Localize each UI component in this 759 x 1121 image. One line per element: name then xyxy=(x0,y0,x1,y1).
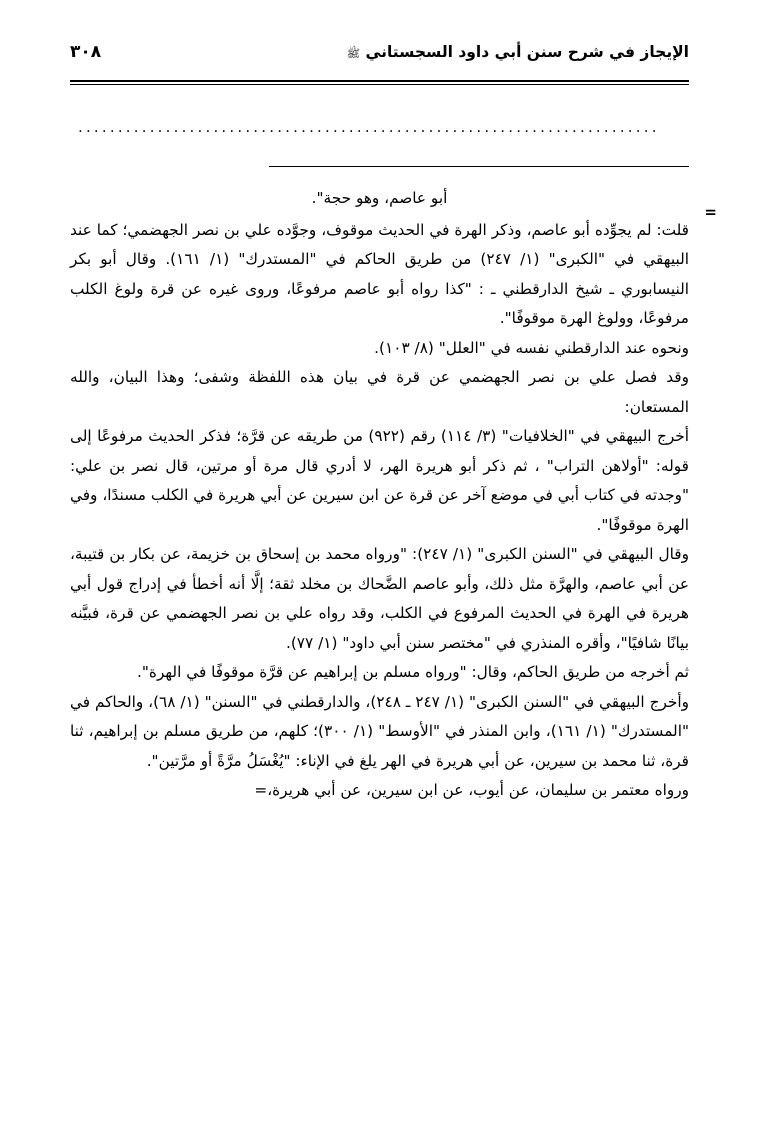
paragraph: ثم أخرجه من طريق الحاكم، وقال: "ورواه مسلم بن إبراهيم عن قرَّة موقوفًا في الهرة". xyxy=(137,663,689,682)
honorific-glyph: ﷺ xyxy=(346,47,361,60)
header-rule-thick xyxy=(70,80,689,82)
paragraph: قلت: لم يجوِّده أبو عاصم، وذكر الهرة في الحديث موقوف، وجوَّده علي بن نصر الجهضمي؛ كما عند البيهقي في "الكبرى" (١/ ٢٤٧) من طريق الحاكم في "المستدرك" (١/ ١٦١). وقال أبو بكر النيسابوري ـ شيخ الدارقطني ـ : "كذا رواه أبو عاصم مرفوعًا، وروى غيره عن قرة ولوغ الكلب مرفوعًا، وولوغ الهرة موقوفًا". xyxy=(70,220,689,328)
page-header xyxy=(70,42,689,64)
paragraph: ورواه معتمر بن سليمان، عن أيوب، عن ابن سيرين، عن أبي هريرة،= xyxy=(254,781,689,800)
paragraph-text: أبو عاصم، وهو حجة". xyxy=(311,189,448,207)
paragraph: ونحوه عند الدارقطني نفسه في "العلل" (٨/ ١٠٣). xyxy=(374,338,689,357)
header-rule-thin xyxy=(70,84,689,85)
page-body xyxy=(70,184,717,806)
footnote-divider xyxy=(269,166,689,167)
paragraph: وقد فصل علي بن نصر الجهضمي عن قرة في بيان هذه اللفظة وشفى؛ وهذا البيان، والله المستعان: xyxy=(70,368,689,416)
footnote-continuation-line xyxy=(70,184,717,221)
page-number: ٣٠٨ xyxy=(70,42,102,62)
paragraph: وأخرج البيهقي في "السنن الكبرى" (١/ ٢٤٧ ـ ٢٤٨)، والدارقطني في "السنن" (١/ ٦٨)، والحاكم في "المستدرك" (١/ ١٦١)، وابن المنذر في "الأوسط" (١/ ٣٠٠)؛ كلهم، من طريق مسلم بن إبراهيم، ثنا قرة، ثنا محمد بن سيرين، عن أبي هريرة في الهر يلغ في الإناء: "يُغْسَلُ مرَّةً أو مرَّتين". xyxy=(70,692,689,770)
book-title: الإيجاز في شرح سنن أبي داود السجستاني ﷺ xyxy=(346,43,689,61)
paragraph: وقال البيهقي في "السنن الكبرى" (١/ ٢٤٧): "ورواه محمد بن إسحاق بن خزيمة، عن بكار بن قتيبة، عن أبي عاصم، والهرَّة مثل ذلك، وأبو عاصم الضَّحاك بن مخلد ثقة؛ إلَّا أنه أخطأ في إدراج قول أبي هريرة في الهرة في الحديث المرفوع في الكلب، وقد رواه علي بن نصر الجهضمي عن قرة، فبيَّنه بيانًا شافيًا"، وأقره المنذري في "مختصر سنن أبي داود" (١/ ٧٧). xyxy=(70,545,689,652)
paragraph: أخرج البيهقي في "الخلافيات" (٣/ ١١٤) رقم (٩٢٢) من طريقه عن قرَّة؛ فذكر الحديث مرفوعًا إلى قوله: "أولاهن التراب" ، ثم ذكر أبو هريرة الهر، لا أدري قال مرة أو مرتين، قال نصر بن علي: "وجدته في كتاب أبي في موضع آخر عن قرة عن ابن سيرين عن أبي هريرة في الكلب مسندًا، وفي الهرة موقوفًا". xyxy=(70,427,689,534)
dotted-separator: ......................................................................... xyxy=(78,118,660,132)
continuation-marker: = xyxy=(704,203,717,221)
